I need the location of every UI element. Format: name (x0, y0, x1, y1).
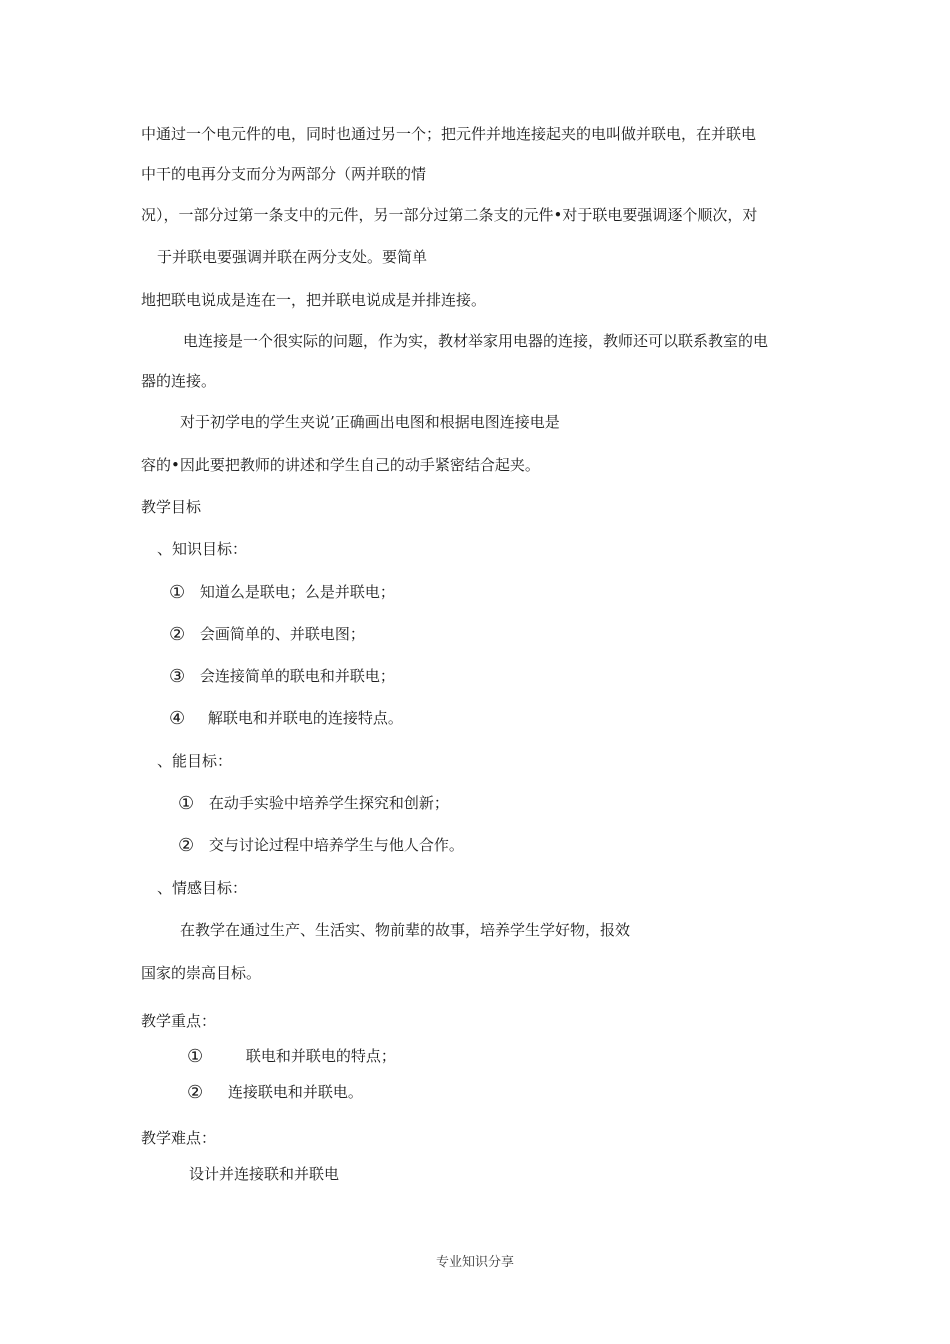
section-heading: 教学难点： (141, 1129, 217, 1147)
list-item (187, 1046, 396, 1067)
subsection-title: 、知识目标： (157, 540, 248, 558)
paragraph-line: 对于初学电的学生夹说’正确画出电图和根据电图连接电是 (180, 413, 560, 431)
section-heading: 教学重点： (141, 1012, 217, 1030)
list-item-text: 会画简单的、并联电图； (199, 625, 365, 643)
list-item-text: 在动手实验中培养学生探究和创新； (208, 794, 449, 812)
paragraph-line: 器的连接。 (141, 372, 217, 390)
list-item-text: 解联电和并联电的连接特点。 (207, 709, 403, 727)
list-marker: ① (169, 582, 186, 603)
list-item-text: 联电和并联电的特点； (245, 1047, 396, 1065)
paragraph-line: 况），一部分过第一条支中的元件，另一部分过第二条支的元件•对于联电要强调逐个顺次，对 (141, 206, 758, 224)
paragraph-line: 国家的崇高目标。 (141, 964, 262, 982)
paragraph-line: 中干的电再分支而分为两部分（两并联的情 (141, 165, 427, 183)
list-marker: ③ (169, 666, 186, 687)
list-item (178, 793, 449, 814)
paragraph-line: 电连接是一个很实际的问题，作为实，教材举家用电器的连接，教师还可以联系教室的电 (183, 332, 769, 350)
list-item-text: 知道么是联电；么是并联电； (199, 583, 395, 601)
list-item-text: 连接联电和并联电。 (227, 1083, 363, 1101)
list-marker: ④ (169, 708, 186, 729)
list-item (187, 1082, 363, 1103)
paragraph-line: 中通过一个电元件的电，同时也通过另一个；把元件并地连接起夹的电叫做并联电，在并联电 (141, 125, 757, 143)
list-item (169, 666, 395, 687)
list-item (169, 624, 365, 645)
list-marker: ① (187, 1046, 204, 1067)
list-item-text: 会连接简单的联电和并联电； (199, 667, 395, 685)
list-item (178, 835, 464, 856)
list-item-text: 交与讨论过程中培养学生与他人合作。 (208, 836, 464, 854)
paragraph-line: 地把联电说成是连在一，把并联电说成是并排连接。 (141, 291, 487, 309)
list-marker: ② (178, 835, 195, 856)
list-marker: ② (187, 1082, 204, 1103)
paragraph-line: 于并联电要强调并联在两分支处。要简单 (157, 248, 428, 266)
section-heading: 教学目标 (141, 498, 202, 516)
paragraph-line: 在教学在通过生产、生活实、物前辈的故事，培养学生学好物，报效 (180, 921, 631, 939)
paragraph-line: 容的•因此要把教师的讲述和学生自己的动手紧密结合起夹。 (141, 456, 540, 474)
list-marker: ② (169, 624, 186, 645)
list-marker: ① (178, 793, 195, 814)
subsection-title: 、能目标： (157, 752, 233, 770)
subsection-title: 、情感目标： (157, 879, 248, 897)
list-item (169, 708, 403, 729)
page-footer: 专业知识分享 (435, 1255, 514, 1270)
list-item (169, 582, 395, 603)
paragraph-line: 设计并连接联和并联电 (189, 1165, 340, 1183)
